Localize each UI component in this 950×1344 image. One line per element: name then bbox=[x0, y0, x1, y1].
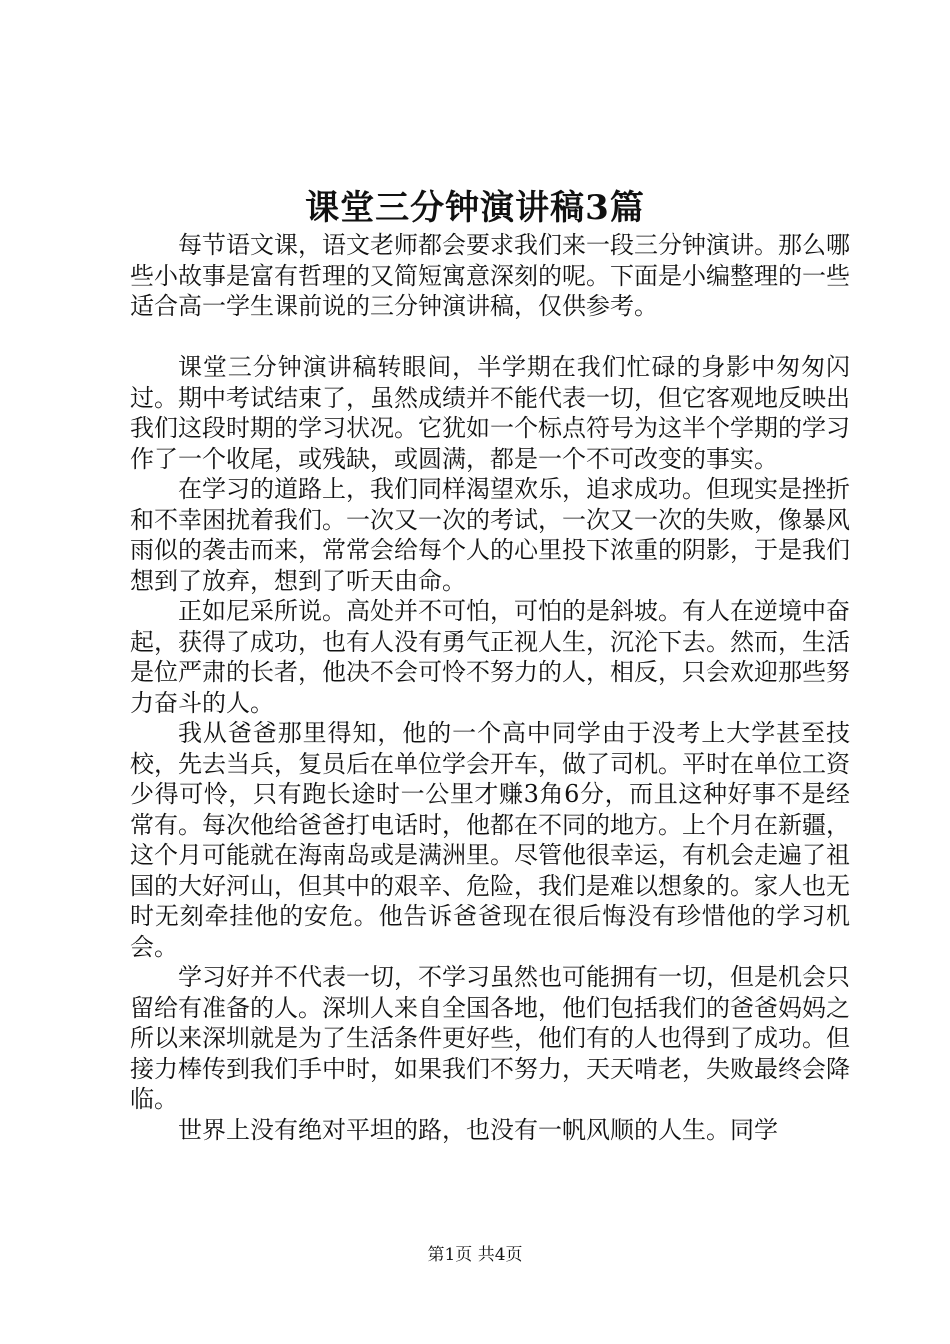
body-paragraph: 世界上没有绝对平坦的路，也没有一帆风顺的人生。同学 bbox=[178, 1115, 778, 1144]
intro-paragraph: 每节语文课，语文老师都会要求我们来一段三分钟演讲。那么哪些小故事是富有哲理的又简短寓意深刻的呢。下面是小编整理的一些适合高一学生课前说的三分钟演讲稿，仅供参考。 bbox=[130, 231, 850, 320]
body-paragraph: 课堂三分钟演讲稿转眼间，半学期在我们忙碌的身影中匆匆闪过。期中考试结束了，虽然成绩并不能代表一切，但它客观地反映出我们这段时期的学习状况。它犹如一个标点符号为这半个学期的学习作了一个收尾，或残缺，或圆满，都是一个不可改变的事实。 bbox=[130, 353, 850, 473]
document-body bbox=[130, 230, 850, 1145]
body-paragraph: 我从爸爸那里得知，他的一个高中同学由于没考上大学甚至技校，先去当兵，复员后在单位学会开车，做了司机。平时在单位工资少得可怜，只有跑长途时一公里才赚3角6分，而且这种好事不是经常有。每次他给爸爸打电话时，他都在不同的地方。上个月在新疆，这个月可能就在海南岛或是满洲里。尽管他很幸运，有机会走遍了祖国的大好河山，但其中的艰辛、危险，我们是难以想象的。家人也无时无刻牵挂他的安危。他告诉爸爸现在很后悔没有珍惜他的学习机会。 bbox=[130, 719, 850, 961]
body-paragraph: 学习好并不代表一切，不学习虽然也可能拥有一切，但是机会只留给有准备的人。深圳人来自全国各地，他们包括我们的爸爸妈妈之所以来深圳就是为了生活条件更好些，他们有的人也得到了成功。但接力棒传到我们手中时，如果我们不努力，天天啃老，失败最终会降临。 bbox=[130, 963, 850, 1113]
body-paragraph: 在学习的道路上，我们同样渴望欢乐，追求成功。但现实是挫折和不幸困扰着我们。一次又一次的考试，一次又一次的失败，像暴风雨似的袭击而来，常常会给每个人的心里投下浓重的阴影，于是我们想到了放弃，想到了听天由命。 bbox=[130, 475, 850, 595]
page-footer: 第1页 共4页 bbox=[427, 1245, 523, 1265]
document-title: 课堂三分钟演讲稿3篇 bbox=[305, 188, 645, 228]
body-paragraph: 正如尼采所说。高处并不可怕，可怕的是斜坡。有人在逆境中奋起，获得了成功，也有人没有勇气正视人生，沉沦下去。然而，生活是位严肃的长者，他决不会可怜不努力的人，相反，只会欢迎那些努力奋斗的人。 bbox=[130, 597, 850, 717]
